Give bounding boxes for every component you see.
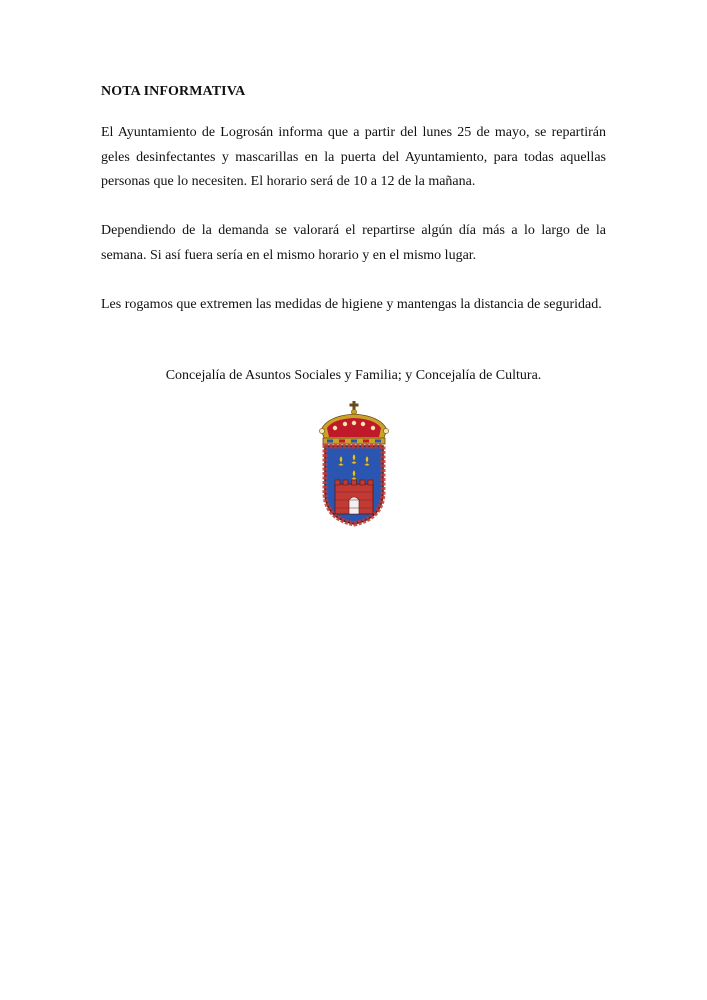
signature-line: Concejalía de Asuntos Sociales y Familia; y Concejalía de Cultura. — [165, 368, 542, 383]
paragraph-demand: Dependiendo de la demanda se valorará el repartirse algún día más a lo largo de la semana. Si así fuera sería en el mismo horario y en el mismo lugar. — [101, 223, 606, 263]
crown-icon — [319, 414, 388, 444]
paragraph-hygiene: Les rogamos que extremen las medidas de higiene y mantengas la distancia de seguridad. — [101, 297, 602, 312]
document-title: NOTA INFORMATIVA — [101, 84, 246, 99]
coat-of-arms-icon — [313, 400, 395, 528]
crown-cross-icon — [350, 401, 359, 415]
shield-icon — [325, 446, 383, 524]
paragraph-announcement: El Ayuntamiento de Logrosán informa que a partir del lunes 25 de mayo, se repartirán geles desinfectantes y mascarillas en la puerta del Ayuntamiento, para todas aquellas personas que lo necesiten. El horario será de 10 a 12 de la mañana. — [101, 125, 606, 189]
castle-icon — [335, 480, 373, 514]
